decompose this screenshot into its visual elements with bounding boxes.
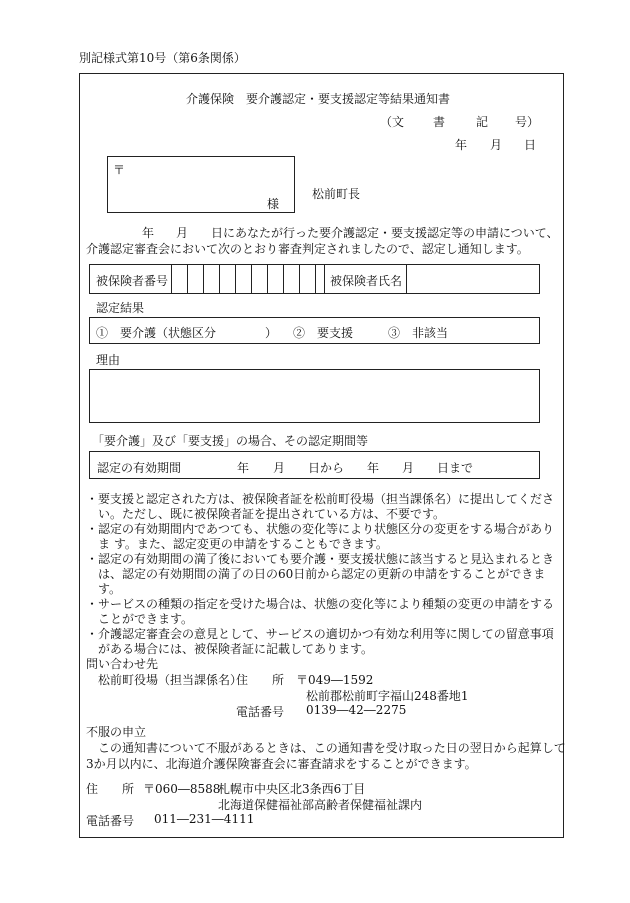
note-item: ・ サービスの種類の指定を受けた場合は、状態の変化等により種類の変更の申請をすることができます。	[86, 597, 555, 626]
appeal-line-1: この通知書について不服があるときは、この通知書を受け取った日の翌日から起算して	[98, 741, 566, 755]
period-to-day: 日まで	[437, 461, 474, 475]
result-option-none: ③ 非該当	[388, 326, 449, 340]
doc-number-open: （文	[380, 115, 405, 129]
result-label: 認定結果	[96, 301, 145, 315]
hokkaido-address-1: 札幌市中央区北3条西6丁目	[218, 782, 366, 796]
reason-label: 理由	[96, 353, 121, 367]
hokkaido-tel-label: 電話番号	[86, 814, 135, 828]
period-from-year: 年	[237, 461, 250, 475]
bullet-mark: ・	[86, 522, 99, 536]
period-from-day: 日から	[308, 461, 345, 475]
hokkaido-address-2: 北海道保健福祉部高齢者保健福祉課内	[218, 798, 423, 812]
hokkaido-tel: 011―231―4111	[154, 812, 255, 826]
contact-office: 松前町役場（担当課係名）	[98, 673, 243, 687]
postal-mark: 〒	[113, 163, 126, 177]
honorific-sama: 様	[267, 197, 280, 211]
note-item: ・ 認定の有効期間内であつても、状態の変化等により状態区分の変更をする場合がありま す。また、認定変更の申請をすることもできます。	[86, 522, 555, 551]
date-day: 日	[524, 138, 537, 152]
contact-postal: 〒049―1592	[296, 673, 374, 687]
bullet-mark: ・	[86, 627, 99, 641]
bullet-mark: ・	[86, 597, 99, 611]
insured-number-label: 被保険者番号	[96, 274, 169, 288]
result-option-support: ② 要支援	[293, 326, 354, 340]
result-option-care: ① 要介護（状態区分	[96, 326, 217, 340]
issuer-name: 松前町長	[312, 187, 361, 201]
hokkaido-address-label: 住 所	[86, 782, 135, 796]
document-title: 介護保険 要介護認定・要支援認定等結果通知書	[186, 92, 451, 106]
bullet-mark: ・	[86, 492, 99, 506]
contact-tel-label: 電話番号	[236, 705, 285, 719]
intro-line-2: 介護認定審査会において次のとおり審査判定されましたので、認定し通知します。	[86, 242, 529, 256]
appeal-line-2: 3か月以内に、北海道介護保険審査会に審査請求をすることができます。	[86, 757, 477, 771]
notes-list	[86, 492, 556, 657]
date-month: 月	[490, 138, 503, 152]
note-item: ・ 要支援と認定された方は、被保険者証を松前町役場（担当課係名）に提出してください。ただし、既に被保険者証を提出されている方は、不要です。	[86, 492, 555, 521]
insured-name-label: 被保険者氏名	[330, 274, 403, 288]
contact-tel: 0139―42―2275	[306, 703, 407, 717]
period-heading: 「要介護」及び「要支援」の場合、その認定期間等	[92, 434, 369, 448]
result-box	[89, 317, 540, 344]
intro-year: 年	[142, 226, 155, 240]
doc-number-close: 号）	[515, 115, 540, 129]
insured-row	[89, 264, 540, 294]
address-box	[107, 156, 295, 213]
hokkaido-postal: 〒060―8588	[143, 782, 221, 796]
note-item: ・ 認定の有効期間の満了後においても要介護・要支援状態に該当すると見込まれるときは、認定の有効期間の満了の日の60日前から認定の更新の申請をすることができます。	[86, 552, 555, 596]
doc-number-char-2: 記	[476, 115, 489, 129]
period-box	[89, 451, 540, 479]
date-year: 年	[455, 138, 468, 152]
note-item: ・ 介護認定審査会の意見として、サービスの適切かつ有効な利用等に関しての留意事項がある場合には、被保険者証に記載してあります。	[86, 627, 554, 656]
period-to-year: 年	[367, 461, 380, 475]
result-option-care-close: ）	[265, 326, 278, 340]
period-to-month: 月	[402, 461, 415, 475]
intro-line-1: 日にあなたが行った要介護認定・要支援認定等の申請について、	[211, 226, 559, 240]
doc-number-char-1: 書	[433, 115, 446, 129]
intro-month: 月	[176, 226, 189, 240]
appeal-heading: 不服の申立	[86, 725, 147, 739]
contact-address: 松前郡松前町字福山248番地1	[306, 689, 469, 703]
form-number: 別記様式第10号（第6条関係）	[79, 51, 246, 65]
period-label: 認定の有効期間	[97, 461, 182, 475]
period-from-month: 月	[273, 461, 286, 475]
contact-address-label: 住 所	[236, 673, 285, 687]
reason-box	[89, 369, 540, 423]
bullet-mark: ・	[86, 552, 99, 566]
contact-heading: 問い合わせ先	[86, 657, 159, 671]
